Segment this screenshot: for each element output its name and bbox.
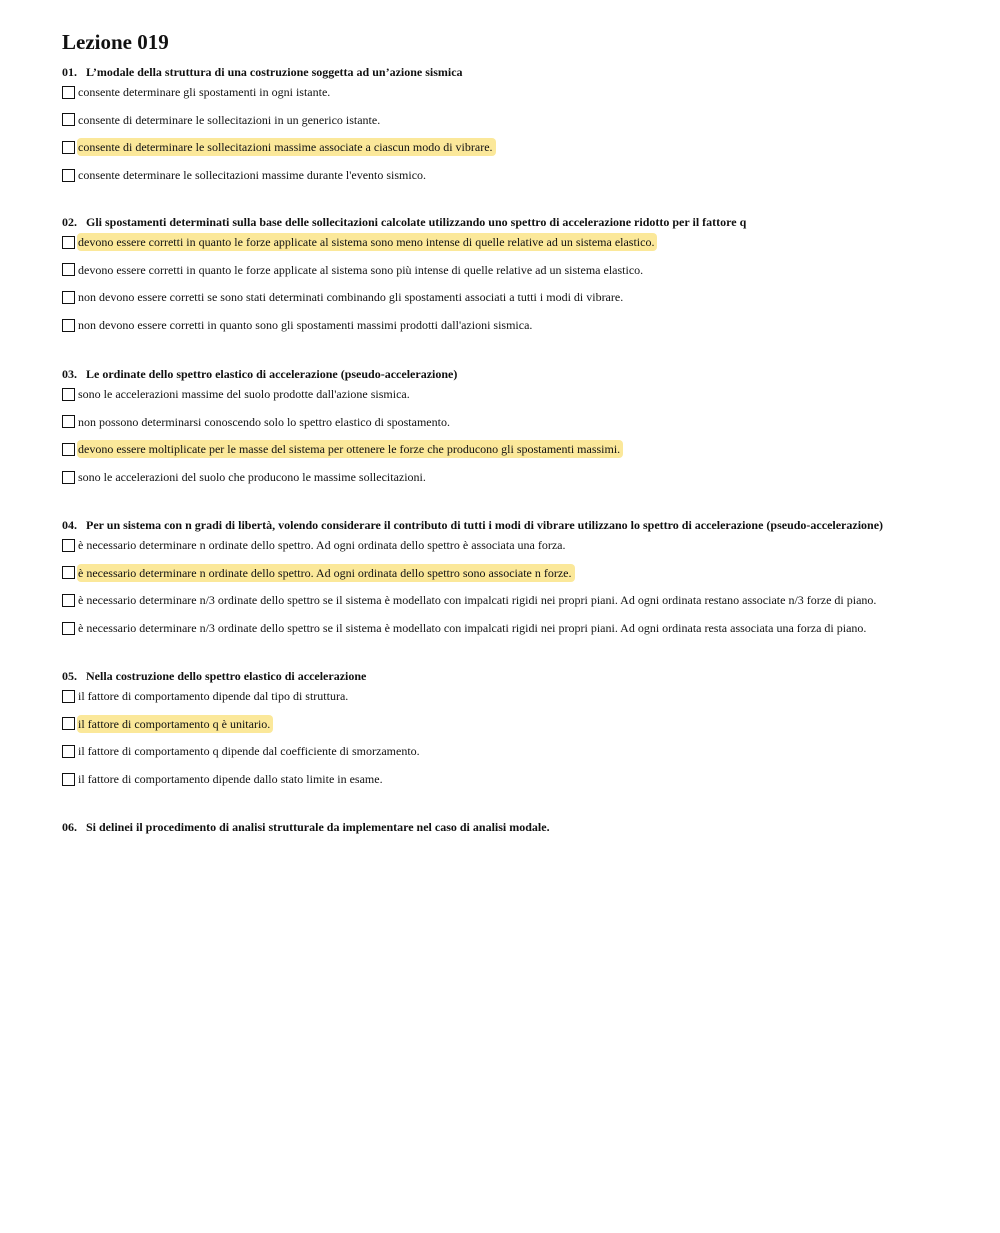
answer-text: non possono determinarsi conoscendo solo lo spettro elastico di spostamento.	[78, 414, 450, 429]
answer-option[interactable]	[62, 686, 351, 706]
answer-option[interactable]	[62, 714, 273, 734]
question-number: 03.	[62, 367, 77, 381]
checkbox[interactable]	[62, 539, 75, 552]
question-number: 05.	[62, 669, 77, 683]
answer-option[interactable]	[62, 412, 453, 432]
question-text: L’modale della struttura di una costruzione soggetta ad un’azione sismica	[86, 65, 463, 79]
answer-text: consente determinare le sollecitazioni massime durante l'evento sismico.	[78, 168, 427, 183]
question-heading	[62, 214, 962, 230]
answer-option[interactable]	[62, 439, 623, 459]
question-3	[62, 366, 962, 485]
checkbox[interactable]	[62, 169, 75, 182]
checkbox[interactable]	[62, 236, 75, 249]
answer-text: il fattore di comportamento dipende dal tipo di struttura.	[78, 689, 349, 703]
question-heading	[62, 819, 962, 835]
lesson-title: Lezione 019	[62, 30, 169, 54]
answer-option[interactable]	[62, 260, 646, 280]
answer-option[interactable]	[62, 618, 869, 638]
question-4	[62, 517, 962, 636]
answer-text: è necessario determinare n ordinate dello spettro. Ad ogni ordinata dello spettro è associata una forza.	[78, 538, 566, 552]
checkbox[interactable]	[62, 388, 75, 401]
answer-text: il fattore di comportamento q dipende dal coefficiente di smorzamento.	[78, 744, 420, 759]
question-5	[62, 668, 962, 787]
answer-option[interactable]	[62, 82, 333, 102]
answer-option[interactable]	[62, 563, 575, 583]
question-heading	[62, 64, 962, 80]
answer-option[interactable]	[62, 137, 496, 157]
question-text: Nella costruzione dello spettro elastico di accelerazione	[86, 669, 367, 683]
checkbox[interactable]	[62, 717, 75, 730]
answer-option[interactable]	[62, 110, 383, 130]
answer-text-highlighted: è necessario determinare n ordinate dello spettro. Ad ogni ordinata dello spettro sono associate n forze.	[77, 564, 575, 582]
answer-text: è necessario determinare n/3 ordinate dello spettro se il sistema è modellato con impalcati rigidi nei propri piani. Ad ogni ordinata resta associata una forza di piano.	[78, 621, 867, 636]
answer-text: devono essere corretti in quanto le forze applicate al sistema sono più intense di quelle relative ad un sistema elastico.	[78, 262, 644, 277]
checkbox[interactable]	[62, 622, 75, 635]
checkbox[interactable]	[62, 263, 75, 276]
question-number: 04.	[62, 518, 77, 532]
checkbox[interactable]	[62, 471, 75, 484]
answer-text: è necessario determinare n/3 ordinate dello spettro se il sistema è modellato con impalcati rigidi nei propri piani. Ad ogni ordinata restano associate n/3 forze di piano.	[78, 593, 877, 608]
checkbox[interactable]	[62, 319, 75, 332]
checkbox[interactable]	[62, 773, 75, 786]
answer-option[interactable]	[62, 467, 429, 487]
answer-text-highlighted: devono essere corretti in quanto le forze applicate al sistema sono meno intense di quelle relative ad un sistema elastico.	[77, 233, 657, 251]
answer-option[interactable]	[62, 590, 879, 610]
question-2	[62, 214, 962, 333]
question-6	[62, 819, 962, 835]
answer-text: consente determinare gli spostamenti in ogni istante.	[78, 85, 331, 99]
answer-text: non devono essere corretti in quanto sono gli spostamenti massimi prodotti dall'azioni sismica.	[78, 318, 533, 333]
question-heading	[62, 517, 962, 533]
checkbox[interactable]	[62, 443, 75, 456]
question-number: 02.	[62, 215, 77, 229]
answer-option[interactable]	[62, 741, 423, 761]
answer-option[interactable]	[62, 232, 657, 252]
answer-text: sono le accelerazioni massime del suolo prodotte dall'azione sismica.	[78, 387, 410, 401]
question-text: Per un sistema con n gradi di libertà, volendo considerare il contributo di tutti i modi di vibrare utilizzano lo spettro di accelerazione (pseudo-accelerazione)	[86, 518, 884, 532]
question-text: Le ordinate dello spettro elastico di accelerazione (pseudo-accelerazione)	[86, 367, 458, 381]
answer-text: il fattore di comportamento dipende dallo stato limite in esame.	[78, 772, 383, 787]
question-number: 01.	[62, 65, 77, 79]
answer-option[interactable]	[62, 769, 386, 789]
answer-option[interactable]	[62, 535, 569, 555]
checkbox[interactable]	[62, 291, 75, 304]
question-1	[62, 64, 962, 183]
checkbox[interactable]	[62, 415, 75, 428]
question-heading	[62, 366, 962, 382]
question-text: Si delinei il procedimento di analisi strutturale da implementare nel caso di analisi modale.	[86, 820, 550, 834]
answer-option[interactable]	[62, 287, 626, 307]
question-text: Gli spostamenti determinati sulla base delle sollecitazioni calcolate utilizzando uno spettro di accelerazione ridotto per il fattore q	[86, 215, 747, 229]
answer-text: non devono essere corretti se sono stati determinati combinando gli spostamenti associati a tutti i modi di vibrare.	[78, 290, 624, 305]
answer-text-highlighted: il fattore di comportamento q è unitario.	[77, 715, 273, 733]
checkbox[interactable]	[62, 566, 75, 579]
answer-text: sono le accelerazioni del suolo che producono le massime sollecitazioni.	[78, 470, 426, 485]
checkbox[interactable]	[62, 690, 75, 703]
checkbox[interactable]	[62, 86, 75, 99]
answer-option[interactable]	[62, 165, 429, 185]
checkbox[interactable]	[62, 745, 75, 758]
question-number: 06.	[62, 820, 77, 834]
answer-option[interactable]	[62, 384, 413, 404]
answer-option[interactable]	[62, 315, 535, 335]
checkbox[interactable]	[62, 113, 75, 126]
answer-text-highlighted: consente di determinare le sollecitazioni massime associate a ciascun modo di vibrare.	[77, 138, 496, 156]
document-page	[62, 28, 962, 834]
question-heading	[62, 668, 962, 684]
checkbox[interactable]	[62, 594, 75, 607]
checkbox[interactable]	[62, 141, 75, 154]
answer-text: consente di determinare le sollecitazioni in un generico istante.	[78, 112, 381, 127]
answer-text-highlighted: devono essere moltiplicate per le masse del sistema per ottenere le forze che producono gli spostamenti massimi.	[77, 440, 623, 458]
